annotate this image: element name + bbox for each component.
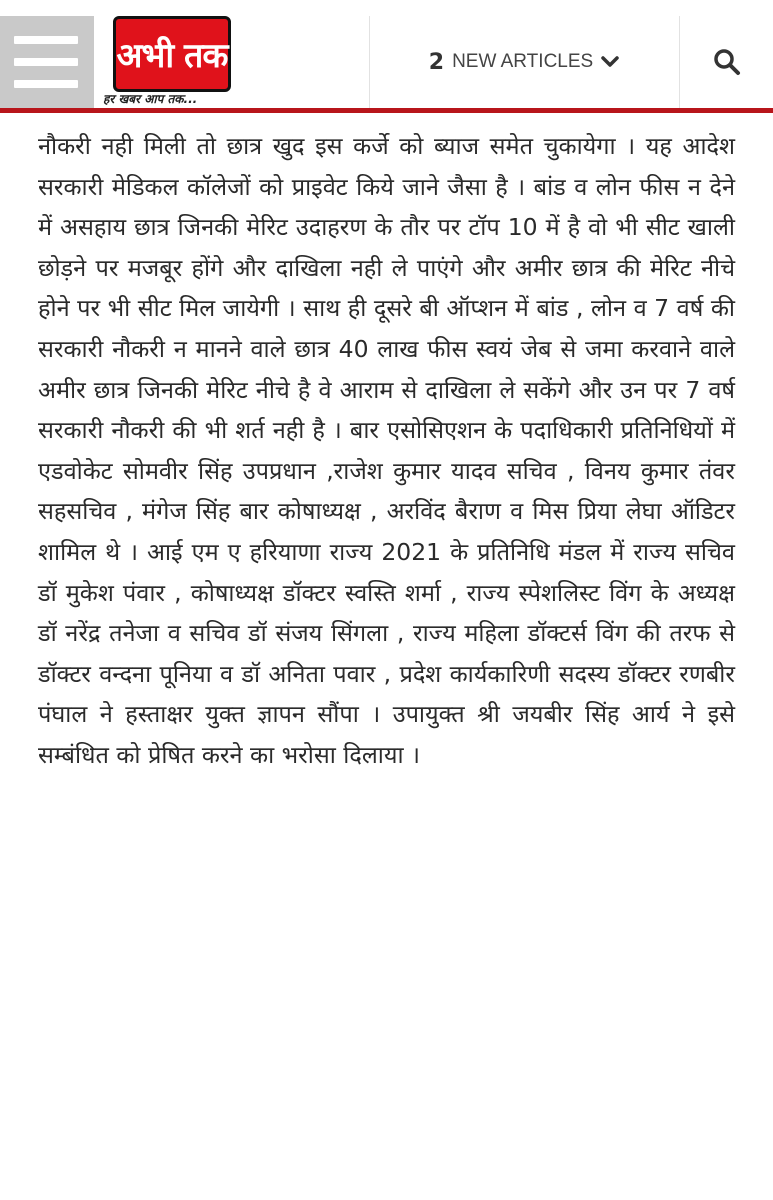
header-accent-line — [0, 108, 773, 113]
search-button[interactable] — [680, 16, 773, 108]
new-articles-button[interactable] — [370, 16, 678, 108]
site-logo[interactable] — [103, 14, 243, 108]
new-articles-label: NEW ARTICLES — [452, 51, 594, 72]
logo-text: अभी तक — [116, 36, 228, 76]
search-icon — [713, 48, 741, 76]
logo-badge — [113, 16, 231, 92]
top-navigation-bar — [0, 0, 773, 112]
logo-tagline: हर खबर आप तक... — [103, 92, 198, 106]
menu-button[interactable] — [0, 16, 94, 108]
new-articles-count: 2 — [428, 49, 445, 75]
chevron-down-icon — [601, 55, 619, 69]
article-body: नौकरी नही मिली तो छात्र खुद इस कर्जे को ब्याज समेत चुकायेगा । यह आदेश सरकारी मेडिकल कॉलेजों को प्राइवेट किये जाने जैसा है । बांड व लोन फीस न देने में असहाय छात्र जिनकी मेरिट उदाहरण के तौर पर टॉप 10 में है वो भी सीट खाली छोड़ने पर मजबूर होंगे और दाखिला नही ले पाएंगे और अमीर छात्र की मेरिट नीचे होने पर भी सीट मिल जायेगी । साथ ही दूसरे बी ऑप्शन में बांड , लोन व 7 वर्ष की सरकारी नौकरी न मानने वाले छात्र 40 लाख फीस स्वयं जेब से जमा करवाने वाले अमीर छात्र जिनकी मेरिट नीचे है वे आराम से दाखिला ले सकेंगे और उन पर 7 वर्ष सरकारी नौकरी की भी शर्त नही है । बार एसोसिएशन के पदाधिकारी प्रतिनिधियों में एडवोकेट सोमवीर सिंह उपप्रधान ,राजेश कुमार यादव सचिव , विनय कुमार तंवर सहसचिव , मंगेज सिंह बार कोषाध्यक्ष , अरविंद बैराण व मिस प्रिया लेघा ऑडिटर शामिल थे । आई एम ए हरियाणा राज्य 2021 के प्रतिनिधि मंडल में राज्य सचिव डॉ मुकेश पंवार , कोषाध्यक्ष डॉक्टर स्वस्ति शर्मा , राज्य स्पेशलिस्ट विंग के अध्यक्ष डॉ नरेंद्र तनेजा व सचिव डॉ संजय सिंगला , राज्य महिला डॉक्टर्स विंग की तरफ से डॉक्टर वन्दना पूनिया व डॉ अनिता पवार , प्रदेश कार्यकारिणी सदस्य डॉक्टर रणबीर पंघाल ने हस्ताक्षर युक्त ज्ञापन सौंपा । उपायुक्त श्री जयबीर सिंह आर्य ने इसे सम्बंधित को प्रेषित करने का भरोसा दिलाया । — [38, 132, 736, 769]
